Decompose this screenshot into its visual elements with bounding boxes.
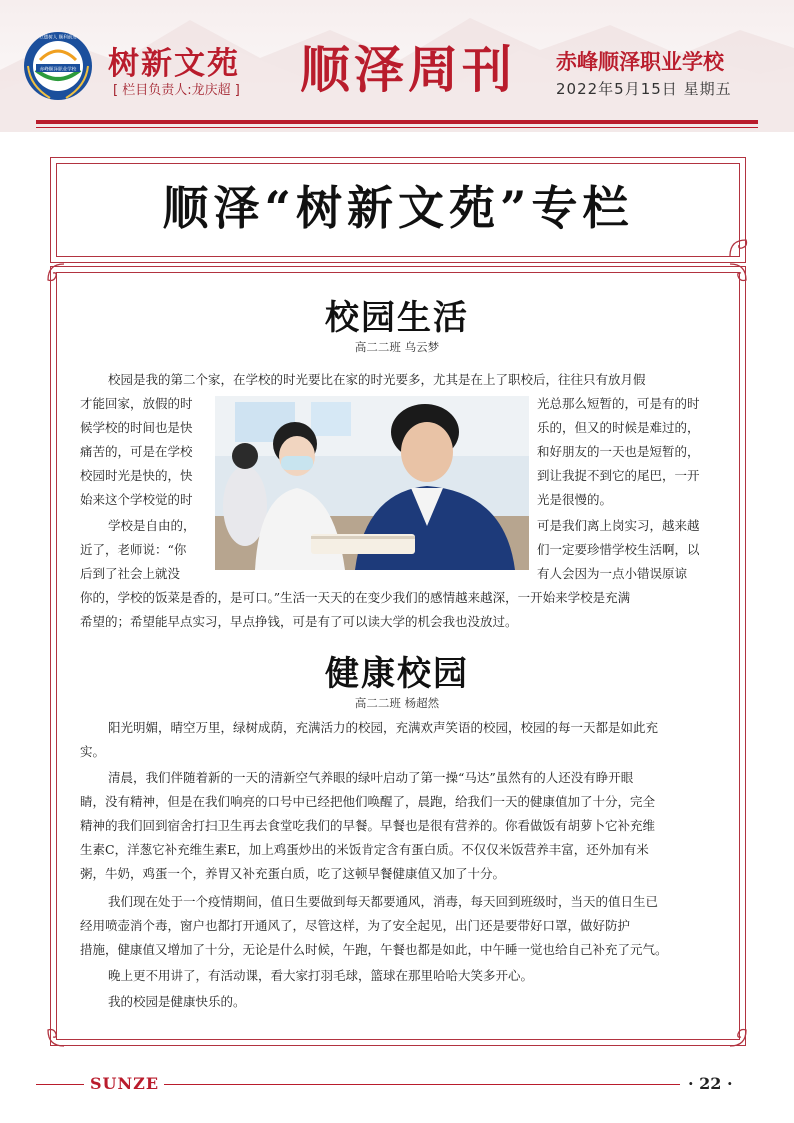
article-line: 实。 [80,744,106,759]
school-name: 赤峰顺泽职业学校 [556,50,724,74]
article-line: 近了，老师说：“你 [80,542,187,557]
article-line: 光总那么短暂的，可是有的时 [537,396,700,411]
article-line: 睛，没有精神，但是在我们响亮的口号中已经把他们唤醒了，晨跑，给我们一天的健康值加了十分，完全 [80,794,656,809]
footer-rule [164,1084,680,1085]
article-line: 措施，健康值又增加了十分，无论是什么时候，午跑，午餐也都是如此，中午睡一觉也给自己补充了元气。 [80,942,668,957]
article-line: 后到了社会上就没 [80,566,181,581]
article-line: 有人会因为一点小错误原谅 [537,566,688,581]
article-line: 晚上更不用讲了，有活动课，看大家打羽毛球，篮球在那里哈哈大笑多开心。 [108,968,534,983]
article-line: 你的，学校的饭菜是香的，是可口。”生活一天天的在变少我们的感情越来越深，一开始来学校是充满 [80,590,631,605]
article-line: 粥，牛奶，鸡蛋一个，养胃又补充蛋白质，吃了这顿早餐健康值又加了十分。 [80,866,506,881]
article-line: 阳光明媚，晴空万里，绿树成荫，充满活力的校园，充满欢声笑语的校园，校园的每一天都是如此充 [108,720,659,735]
corner-swirl-icon [44,1026,66,1048]
article-line: 到让我捉不到它的尾巴，一开 [537,468,700,483]
article-byline: 高二二班 乌云梦 [354,340,440,354]
school-logo [22,30,94,102]
article-line: 清晨，我们伴随着新的一天的清新空气养眼的绿叶启动了第一操“马达”虽然有的人还没有睁开眼 [108,770,634,785]
page-header [0,0,794,132]
article-line: 光是很慢的。 [537,492,613,507]
article-line: 经用喷壶消个毒，窗户也都打开通风了，尽管这样，为了安全起见，出门还是要带好口罩，做好防护 [80,918,631,933]
corner-swirl-icon [728,236,750,258]
corner-swirl-icon [44,262,66,284]
article-line: 痛苦的，可是在学校 [80,444,193,459]
header-rule-thin [36,127,758,128]
footer-rule [36,1084,84,1085]
issue-date: 2022年5月15日 星期五 [556,80,732,98]
article-line: 和好朋友的一天也是短暂的， [537,444,700,459]
column-name: 树新文苑 [108,46,240,82]
svg-text:立德树人 顺利前进: 立德树人 顺利前进 [39,35,77,41]
section-title: 顺泽“树新文苑”专栏 [162,181,634,235]
section-title-box [50,157,746,263]
article-line: 们一定要珍惜学校生活啊，以 [537,542,700,557]
masthead-title: 顺泽周刊 [300,40,516,99]
footer-brand: SUNZE [90,1074,160,1093]
article-line: 才能回家，放假的时 [80,396,193,411]
classroom-photo [215,396,529,570]
header-rule-thick [36,120,758,124]
article-byline: 高二二班 杨超然 [354,696,440,710]
article-line: 校园时光是快的，快 [80,468,193,483]
article-line: 希望的；希望能早点实习，早点挣钱，可是有了可以读大学的机会我也没放过。 [80,614,518,629]
article-line: 精神的我们回到宿舍打扫卫生再去食堂吃我们的早餐。早餐也是很有营养的。你看做饭有胡萝卜它补充维 [80,818,656,833]
article-line: 候学校的时间也是快 [80,420,193,435]
corner-swirl-icon [728,1026,750,1048]
article-line: 始来这个学校觉的时 [80,492,193,507]
article-line: 我们现在处于一个疫情期间，值日生要做到每天都要通风，消毒，每天回到班级时，当天的值日生已 [108,894,659,909]
article-line: 校园是我的第二个家，在学校的时光要比在家的时光要多，尤其是在上了职校后，往往只有放月假 [108,372,646,387]
article-line: 生素C，洋葱它补充维生素E，加上鸡蛋炒出的米饭肯定含有蛋白质。不仅仅米饭营养丰富，还外加有米 [80,842,649,857]
article-line: 乐的，但又的时候是难过的， [537,420,700,435]
article-line: 可是我们离上岗实习，越来越 [537,518,700,533]
article-title: 校园生活 [325,298,469,338]
article-line: 我的校园是健康快乐的。 [108,994,246,1009]
corner-swirl-icon [728,262,750,284]
page-number: · 22 · [688,1074,733,1093]
article-title: 健康校园 [325,654,469,694]
column-editor: [ 栏目负责人:龙庆超 ] [113,83,240,98]
article-line: 学校是自由的， [108,518,196,533]
svg-text:赤峰顺泽职业学校: 赤峰顺泽职业学校 [39,67,77,73]
